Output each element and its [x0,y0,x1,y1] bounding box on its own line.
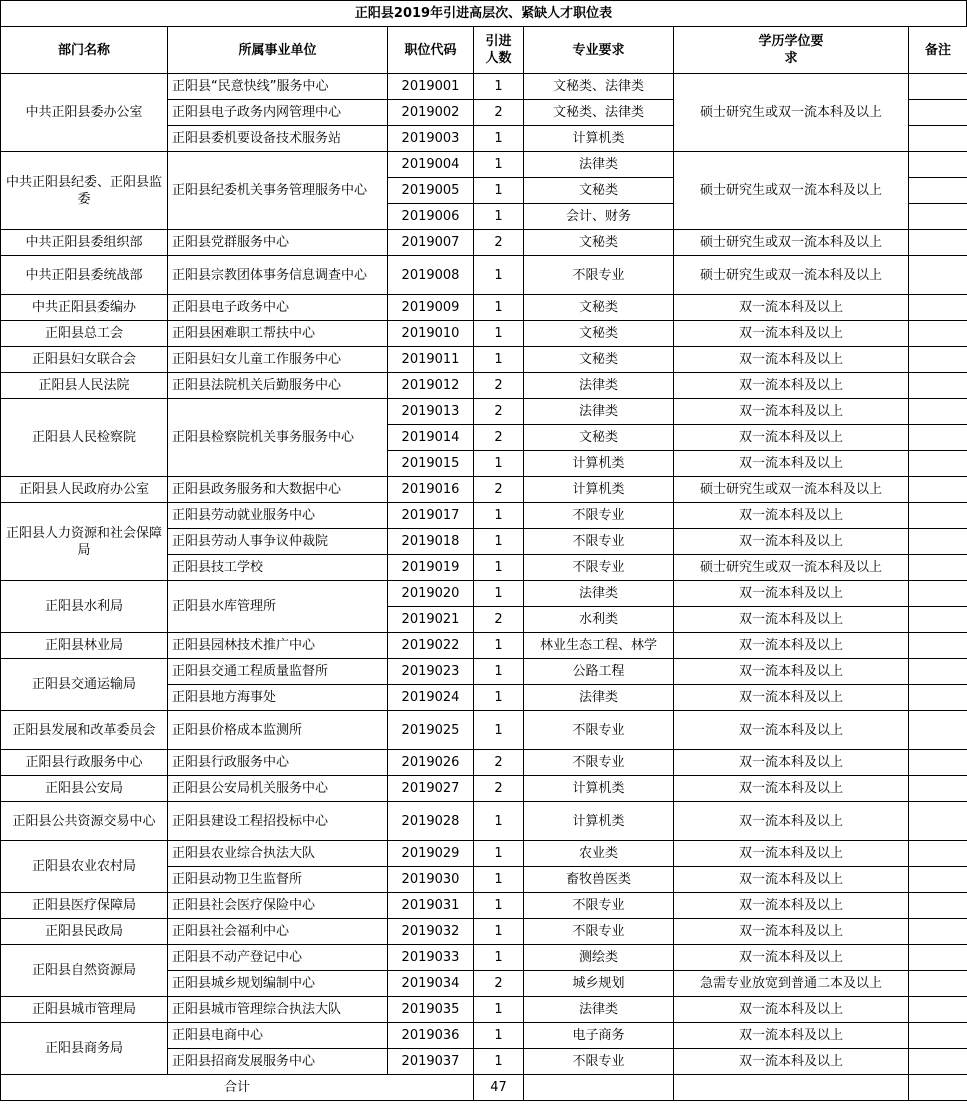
table-row [1,295,967,321]
dept-cell: 正阳县总工会 [1,321,168,347]
code-cell: 2019006 [388,204,474,230]
code-cell: 2019012 [388,373,474,399]
unit-cell: 正阳县检察院机关事务服务中心 [168,399,388,477]
note-cell [909,633,967,659]
unit-cell: 正阳县价格成本监测所 [168,711,388,750]
degree-cell: 双一流本科及以上 [674,867,909,893]
major-cell: 文秘类 [524,347,674,373]
degree-cell: 双一流本科及以上 [674,893,909,919]
dept-cell: 正阳县医疗保障局 [1,893,168,919]
count-cell: 1 [474,256,524,295]
table-row [1,776,967,802]
unit-cell: 正阳县宗教团体事务信息调查中心 [168,256,388,295]
code-cell: 2019004 [388,152,474,178]
code-cell: 2019030 [388,867,474,893]
degree-cell: 硕士研究生或双一流本科及以上 [674,477,909,503]
major-cell: 畜牧兽医类 [524,867,674,893]
code-cell: 2019017 [388,503,474,529]
major-cell: 文秘类 [524,295,674,321]
count-cell: 1 [474,555,524,581]
code-cell: 2019021 [388,607,474,633]
unit-cell: 正阳县“民意快线”服务中心 [168,74,388,100]
dept-cell: 正阳县城市管理局 [1,997,168,1023]
degree-cell: 双一流本科及以上 [674,997,909,1023]
count-cell: 1 [474,321,524,347]
major-cell: 法律类 [524,685,674,711]
table-row [1,945,967,971]
dept-cell: 正阳县人民法院 [1,373,168,399]
unit-cell: 正阳县交通工程质量监督所 [168,659,388,685]
code-cell: 2019002 [388,100,474,126]
note-cell [909,711,967,750]
total-empty-cell [674,1075,909,1101]
major-cell: 计算机类 [524,451,674,477]
unit-cell: 正阳县社会福利中心 [168,919,388,945]
code-cell: 2019013 [388,399,474,425]
note-cell [909,841,967,867]
note-cell [909,477,967,503]
count-cell: 1 [474,711,524,750]
degree-cell: 双一流本科及以上 [674,425,909,451]
table-row [1,841,967,867]
major-cell: 文秘类 [524,321,674,347]
major-cell: 农业类 [524,841,674,867]
note-cell [909,581,967,607]
major-cell: 电子商务 [524,1023,674,1049]
unit-cell: 正阳县行政服务中心 [168,750,388,776]
header-dept: 部门名称 [1,27,168,74]
count-cell: 1 [474,945,524,971]
major-cell: 不限专业 [524,919,674,945]
count-cell: 1 [474,802,524,841]
total-row [1,1075,967,1101]
unit-cell: 正阳县水库管理所 [168,581,388,633]
table-row [1,152,967,178]
code-cell: 2019003 [388,126,474,152]
count-cell: 1 [474,503,524,529]
unit-cell: 正阳县农业综合执法大队 [168,841,388,867]
major-cell: 水利类 [524,607,674,633]
unit-cell: 正阳县技工学校 [168,555,388,581]
code-cell: 2019007 [388,230,474,256]
unit-cell: 正阳县地方海事处 [168,685,388,711]
major-cell: 不限专业 [524,529,674,555]
count-cell: 1 [474,581,524,607]
dept-cell: 正阳县农业农村局 [1,841,168,893]
code-cell: 2019029 [388,841,474,867]
note-cell [909,425,967,451]
major-cell: 不限专业 [524,256,674,295]
total-empty-cell [909,1075,967,1101]
degree-cell: 双一流本科及以上 [674,750,909,776]
degree-cell: 硕士研究生或双一流本科及以上 [674,555,909,581]
dept-cell: 中共正阳县委办公室 [1,74,168,152]
note-cell [909,399,967,425]
major-cell: 计算机类 [524,776,674,802]
table-row [1,633,967,659]
note-cell [909,529,967,555]
degree-cell: 双一流本科及以上 [674,841,909,867]
major-cell: 林业生态工程、林学 [524,633,674,659]
table-row [1,581,967,607]
note-cell [909,659,967,685]
total-empty-cell [524,1075,674,1101]
major-cell: 城乡规划 [524,971,674,997]
note-cell [909,100,967,126]
code-cell: 2019009 [388,295,474,321]
degree-cell: 硕士研究生或双一流本科及以上 [674,74,909,152]
note-cell [909,555,967,581]
unit-cell: 正阳县电子政务中心 [168,295,388,321]
code-cell: 2019036 [388,1023,474,1049]
note-cell [909,802,967,841]
dept-cell: 正阳县公安局 [1,776,168,802]
note-cell [909,945,967,971]
dept-cell: 正阳县民政局 [1,919,168,945]
major-cell: 文秘类 [524,178,674,204]
major-cell: 不限专业 [524,1049,674,1075]
major-cell: 计算机类 [524,126,674,152]
header-note: 备注 [909,27,967,74]
table-row [1,750,967,776]
note-cell [909,1023,967,1049]
total-count: 47 [474,1075,524,1101]
note-cell [909,321,967,347]
unit-cell: 正阳县困难职工帮扶中心 [168,321,388,347]
code-cell: 2019005 [388,178,474,204]
note-cell [909,74,967,100]
unit-cell: 正阳县委机要设备技术服务站 [168,126,388,152]
major-cell: 计算机类 [524,802,674,841]
table-row [1,503,967,529]
dept-cell: 正阳县林业局 [1,633,168,659]
degree-cell: 双一流本科及以上 [674,321,909,347]
code-cell: 2019016 [388,477,474,503]
major-cell: 文秘类 [524,425,674,451]
count-cell: 1 [474,633,524,659]
unit-cell: 正阳县城乡规划编制中心 [168,971,388,997]
note-cell [909,204,967,230]
count-cell: 2 [474,425,524,451]
code-cell: 2019015 [388,451,474,477]
table-row [1,893,967,919]
note-cell [909,126,967,152]
count-cell: 1 [474,204,524,230]
table-row [1,347,967,373]
major-cell: 文秘类 [524,230,674,256]
dept-cell: 正阳县商务局 [1,1023,168,1075]
count-cell: 1 [474,152,524,178]
unit-cell: 正阳县纪委机关事务管理服务中心 [168,152,388,230]
unit-cell: 正阳县劳动就业服务中心 [168,503,388,529]
dept-cell: 正阳县自然资源局 [1,945,168,997]
major-cell: 文秘类、法律类 [524,100,674,126]
note-cell [909,152,967,178]
count-cell: 1 [474,74,524,100]
note-cell [909,256,967,295]
major-cell: 法律类 [524,581,674,607]
note-cell [909,451,967,477]
unit-cell: 正阳县不动产登记中心 [168,945,388,971]
sheet-title: 正阳县2019年引进高层次、紧缺人才职位表 [0,0,967,26]
dept-cell: 正阳县人民检察院 [1,399,168,477]
code-cell: 2019027 [388,776,474,802]
degree-cell: 硕士研究生或双一流本科及以上 [674,256,909,295]
major-cell: 不限专业 [524,893,674,919]
note-cell [909,230,967,256]
count-cell: 1 [474,126,524,152]
dept-cell: 中共正阳县纪委、正阳县监委 [1,152,168,230]
major-cell: 法律类 [524,152,674,178]
major-cell: 公路工程 [524,659,674,685]
count-cell: 1 [474,1023,524,1049]
count-cell: 1 [474,178,524,204]
count-cell: 1 [474,451,524,477]
note-cell [909,776,967,802]
count-cell: 2 [474,971,524,997]
degree-cell: 双一流本科及以上 [674,451,909,477]
dept-cell: 中共正阳县委统战部 [1,256,168,295]
table-row [1,659,967,685]
unit-cell: 正阳县园林技术推广中心 [168,633,388,659]
count-cell: 2 [474,373,524,399]
count-cell: 2 [474,750,524,776]
unit-cell: 正阳县电商中心 [168,1023,388,1049]
note-cell [909,178,967,204]
table-row [1,373,967,399]
degree-cell: 双一流本科及以上 [674,1023,909,1049]
code-cell: 2019011 [388,347,474,373]
unit-cell: 正阳县招商发展服务中心 [168,1049,388,1075]
dept-cell: 正阳县水利局 [1,581,168,633]
major-cell: 不限专业 [524,711,674,750]
count-cell: 1 [474,841,524,867]
dept-cell: 正阳县妇女联合会 [1,347,168,373]
table-row [1,256,967,295]
unit-cell: 正阳县电子政务内网管理中心 [168,100,388,126]
count-cell: 2 [474,477,524,503]
table-row [1,997,967,1023]
note-cell [909,295,967,321]
note-cell [909,373,967,399]
major-cell: 测绘类 [524,945,674,971]
dept-cell: 中共正阳县委编办 [1,295,168,321]
code-cell: 2019026 [388,750,474,776]
header-degree: 学历学位要求 [674,27,909,74]
unit-cell: 正阳县建设工程招投标中心 [168,802,388,841]
count-cell: 2 [474,399,524,425]
table-row [1,230,967,256]
code-cell: 2019035 [388,997,474,1023]
code-cell: 2019018 [388,529,474,555]
note-cell [909,997,967,1023]
unit-cell: 正阳县劳动人事争议仲裁院 [168,529,388,555]
unit-cell: 正阳县公安局机关服务中心 [168,776,388,802]
dept-cell: 正阳县发展和改革委员会 [1,711,168,750]
count-cell: 1 [474,867,524,893]
header-row [1,27,967,74]
note-cell [909,347,967,373]
degree-cell: 急需专业放宽到普通二本及以上 [674,971,909,997]
count-cell: 2 [474,230,524,256]
dept-cell: 正阳县公共资源交易中心 [1,802,168,841]
note-cell [909,867,967,893]
count-cell: 1 [474,1049,524,1075]
total-label: 合计 [1,1075,474,1101]
degree-cell: 双一流本科及以上 [674,919,909,945]
unit-cell: 正阳县社会医疗保险中心 [168,893,388,919]
code-cell: 2019032 [388,919,474,945]
table-row [1,1023,967,1049]
major-cell: 法律类 [524,373,674,399]
position-table [0,26,967,1101]
degree-cell: 双一流本科及以上 [674,659,909,685]
code-cell: 2019010 [388,321,474,347]
note-cell [909,971,967,997]
count-cell: 2 [474,776,524,802]
table-row [1,321,967,347]
code-cell: 2019031 [388,893,474,919]
dept-cell: 正阳县交通运输局 [1,659,168,711]
major-cell: 文秘类、法律类 [524,74,674,100]
count-cell: 1 [474,893,524,919]
table-row [1,74,967,100]
code-cell: 2019008 [388,256,474,295]
table-row [1,399,967,425]
code-cell: 2019033 [388,945,474,971]
major-cell: 会计、财务 [524,204,674,230]
count-cell: 1 [474,347,524,373]
count-cell: 1 [474,919,524,945]
note-cell [909,503,967,529]
degree-cell: 双一流本科及以上 [674,503,909,529]
degree-cell: 硕士研究生或双一流本科及以上 [674,230,909,256]
code-cell: 2019019 [388,555,474,581]
degree-cell: 双一流本科及以上 [674,399,909,425]
unit-cell: 正阳县政务服务和大数据中心 [168,477,388,503]
table-row [1,711,967,750]
degree-cell: 双一流本科及以上 [674,295,909,321]
unit-cell: 正阳县妇女儿童工作服务中心 [168,347,388,373]
major-cell: 计算机类 [524,477,674,503]
unit-cell: 正阳县党群服务中心 [168,230,388,256]
note-cell [909,893,967,919]
degree-cell: 双一流本科及以上 [674,685,909,711]
count-cell: 2 [474,607,524,633]
dept-cell: 中共正阳县委组织部 [1,230,168,256]
table-row [1,477,967,503]
table-row [1,802,967,841]
degree-cell: 双一流本科及以上 [674,581,909,607]
dept-cell: 正阳县行政服务中心 [1,750,168,776]
code-cell: 2019014 [388,425,474,451]
code-cell: 2019020 [388,581,474,607]
degree-cell: 双一流本科及以上 [674,529,909,555]
major-cell: 不限专业 [524,750,674,776]
header-unit: 所属事业单位 [168,27,388,74]
count-cell: 1 [474,529,524,555]
degree-cell: 双一流本科及以上 [674,711,909,750]
note-cell [909,1049,967,1075]
unit-cell: 正阳县城市管理综合执法大队 [168,997,388,1023]
major-cell: 法律类 [524,997,674,1023]
count-cell: 1 [474,295,524,321]
degree-cell: 双一流本科及以上 [674,945,909,971]
degree-cell: 双一流本科及以上 [674,802,909,841]
note-cell [909,750,967,776]
code-cell: 2019022 [388,633,474,659]
code-cell: 2019024 [388,685,474,711]
code-cell: 2019037 [388,1049,474,1075]
degree-cell: 双一流本科及以上 [674,347,909,373]
degree-cell: 双一流本科及以上 [674,373,909,399]
code-cell: 2019023 [388,659,474,685]
count-cell: 1 [474,997,524,1023]
count-cell: 2 [474,100,524,126]
header-code: 职位代码 [388,27,474,74]
dept-cell: 正阳县人民政府办公室 [1,477,168,503]
unit-cell: 正阳县法院机关后勤服务中心 [168,373,388,399]
degree-cell: 双一流本科及以上 [674,607,909,633]
code-cell: 2019001 [388,74,474,100]
degree-cell: 双一流本科及以上 [674,776,909,802]
header-count: 引进人数 [474,27,524,74]
count-cell: 1 [474,659,524,685]
unit-cell: 正阳县动物卫生监督所 [168,867,388,893]
code-cell: 2019028 [388,802,474,841]
degree-cell: 双一流本科及以上 [674,633,909,659]
note-cell [909,685,967,711]
note-cell [909,607,967,633]
header-major: 专业要求 [524,27,674,74]
degree-cell: 硕士研究生或双一流本科及以上 [674,152,909,230]
degree-cell: 双一流本科及以上 [674,1049,909,1075]
count-cell: 1 [474,685,524,711]
note-cell [909,919,967,945]
major-cell: 不限专业 [524,555,674,581]
table-row [1,919,967,945]
dept-cell: 正阳县人力资源和社会保障局 [1,503,168,581]
code-cell: 2019025 [388,711,474,750]
major-cell: 法律类 [524,399,674,425]
major-cell: 不限专业 [524,503,674,529]
code-cell: 2019034 [388,971,474,997]
